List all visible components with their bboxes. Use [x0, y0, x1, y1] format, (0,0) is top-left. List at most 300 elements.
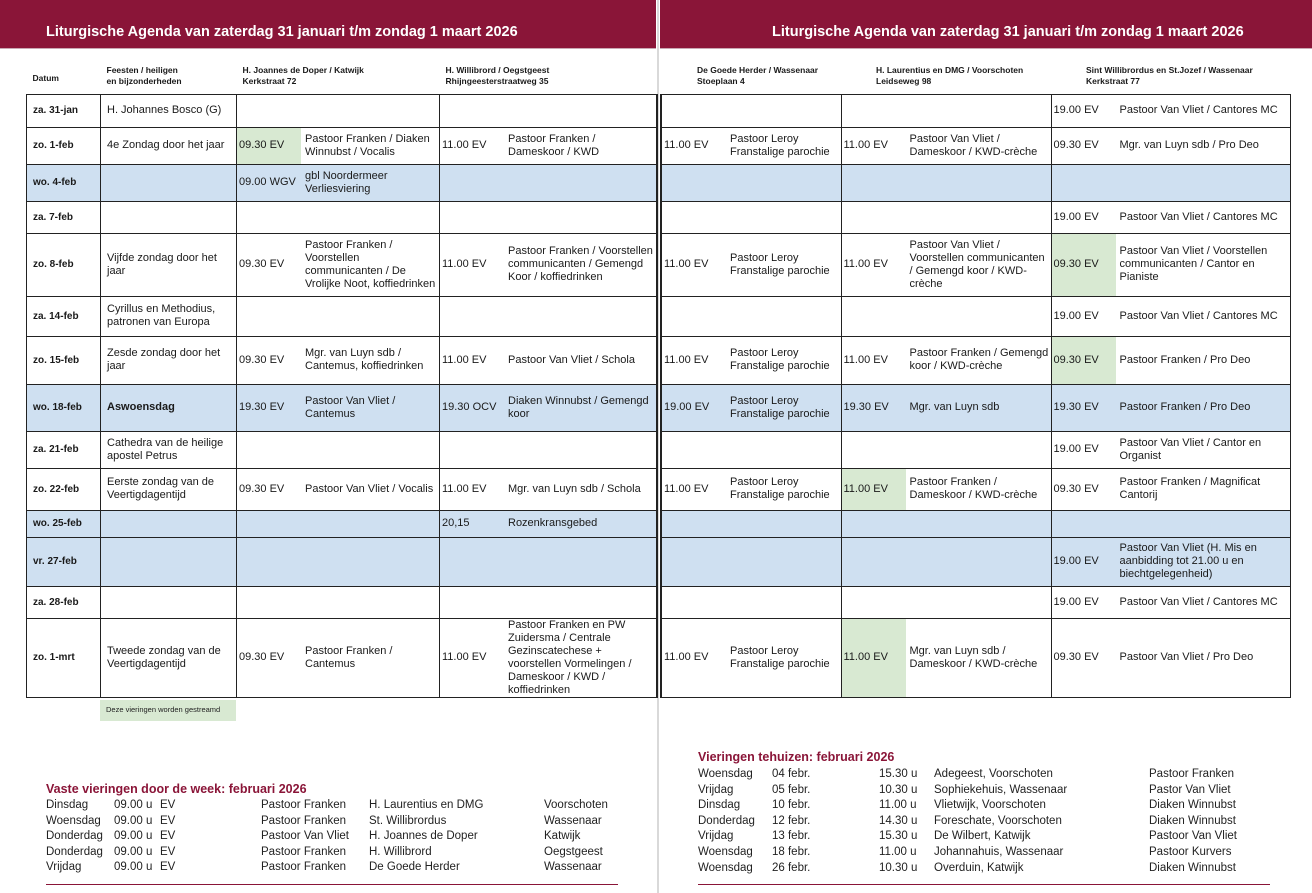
service-description: gbl Noordermeer Verliesviering	[305, 169, 388, 195]
date-cell: zo. 8-feb	[27, 233, 101, 296]
table-row	[27, 384, 657, 431]
weekly-day: Donderdag	[46, 845, 103, 858]
service-description: Pastoor Van Vliet / Cantemus	[305, 394, 396, 420]
service-cell-sw	[1051, 233, 1290, 296]
service-description: Mgr. van Luyn sdb / Cantemus, koffiedrinken	[305, 347, 424, 372]
service-time: 09.30 EV	[1053, 482, 1099, 495]
weekly-priest: Pastoor Franken	[261, 845, 347, 858]
service-time: 19.00 EV	[1053, 210, 1099, 223]
service-cell-jd	[237, 164, 440, 201]
weekly-place: Oegstgeest	[544, 845, 603, 858]
service-description	[1116, 511, 1290, 537]
service-time: 19.30 EV	[1053, 401, 1099, 413]
table-row	[27, 94, 657, 127]
home-date: 12 febr.	[772, 814, 811, 827]
service-description	[726, 511, 841, 537]
service-cell-jd	[237, 296, 440, 336]
service-cell-la	[841, 384, 1051, 431]
home-date: 13 febr.	[772, 830, 811, 843]
weekly-church: H. Joannes de Doper	[369, 830, 478, 843]
home-time: 15.30 u	[879, 768, 918, 780]
service-time	[237, 432, 301, 468]
service-description: Mgr. van Luyn sdb / Pro Deo	[1119, 139, 1259, 151]
service-time	[237, 538, 301, 586]
weekly-church: St. Willibrordus	[369, 814, 447, 827]
service-time: 11.00 EV	[442, 139, 487, 151]
home-row	[698, 768, 1278, 784]
weekly-row	[46, 830, 626, 846]
service-time	[440, 538, 504, 586]
weekly-type: EV	[160, 799, 176, 811]
service-cell-la	[841, 164, 1051, 201]
table-row	[661, 618, 1290, 697]
service-description	[726, 202, 841, 233]
service-time	[842, 297, 906, 336]
service-description: Pastoor Van Vliet / Voorstellen communicanten / Gemengd koor / KWD-crèche	[909, 238, 1045, 290]
service-cell-la	[841, 468, 1051, 510]
column-header-laurentius: H. Laurentius en DMG / Voorschoten Leidseweg 98	[876, 65, 1024, 86]
weekly-priest: Pastoor Van Vliet	[261, 830, 350, 843]
service-description: Pastoor Van Vliet / Cantores MC	[1119, 104, 1278, 116]
service-cell-jd	[237, 468, 440, 510]
service-cell-la	[841, 431, 1051, 468]
service-description: Pastoor Van Vliet / Cantores MC	[1119, 210, 1278, 223]
service-time: 19.00 EV	[664, 401, 710, 413]
service-description	[726, 432, 841, 468]
service-time: 19.30 EV	[843, 401, 889, 413]
table-row	[27, 233, 657, 296]
service-time: 11.00 EV	[842, 619, 906, 697]
table-row	[27, 127, 657, 164]
service-time	[1052, 511, 1116, 537]
service-description	[504, 165, 656, 201]
service-description	[906, 95, 1051, 127]
service-description	[301, 95, 439, 127]
service-cell-la	[841, 94, 1051, 127]
table-row	[27, 164, 657, 201]
service-description: Pastoor Van Vliet / Voorstellen communicanten / Cantor en Pianiste	[1119, 245, 1268, 283]
home-date: 05 febr.	[772, 783, 811, 796]
service-time: 20,15	[442, 517, 470, 529]
service-cell-jd	[237, 510, 440, 537]
service-description: Pastoor Franken / Cantemus	[305, 644, 393, 670]
service-description: Mgr. van Luyn sdb	[909, 401, 1000, 413]
service-time	[440, 432, 504, 468]
service-cell-wo	[440, 431, 657, 468]
service-cell-gh	[661, 431, 841, 468]
service-time: 11.00 EV	[664, 482, 709, 495]
service-cell-gh	[661, 296, 841, 336]
service-description	[726, 297, 841, 336]
table-row	[661, 94, 1290, 127]
feast-cell	[101, 537, 237, 586]
column-header-sint-willibrordus: Sint Willibrordus en St.Jozef / Wassenaar Kerkstraat 77	[1086, 65, 1253, 86]
feast-cell: Cyrillus en Methodius, patronen van Europa	[101, 296, 237, 336]
service-description: Pastoor Leroy Franstalige parochie	[730, 476, 830, 501]
service-cell-wo	[440, 618, 657, 697]
service-description	[301, 297, 439, 336]
service-description: Pastoor Leroy Franstalige parochie	[730, 251, 830, 277]
weekly-priest: Pastoor Franken	[261, 861, 347, 874]
table-row	[661, 537, 1290, 586]
date-cell: zo. 1-mrt	[27, 618, 101, 697]
home-location: Adegeest, Voorschoten	[934, 768, 1053, 780]
service-description: Pastoor Franken / Voorstellen communicanten / De Vrolijke Noot, koffiedrinken	[305, 238, 436, 290]
service-time	[842, 202, 906, 233]
service-time: 09.30 EV	[1052, 337, 1116, 384]
feast-cell: Cathedra van de heilige apostel Petrus	[101, 431, 237, 468]
service-time: 09.30 EV	[1052, 234, 1116, 296]
home-location: Sophiekehuis, Wassenaar	[934, 783, 1068, 796]
service-time: 09.30 EV	[239, 353, 285, 366]
service-time: 09.30 EV	[237, 128, 301, 164]
feast-cell	[101, 164, 237, 201]
table-row	[27, 201, 657, 233]
date-cell: za. 31-jan	[27, 94, 101, 127]
service-cell-wo	[440, 127, 657, 164]
home-time: 15.30 u	[879, 830, 918, 843]
service-description: Pastoor Franken / Dameskoor / KWD	[508, 132, 600, 158]
service-cell-wo	[440, 94, 657, 127]
weekly-type: EV	[160, 830, 176, 843]
service-cell-jd	[237, 201, 440, 233]
service-description: Pastoor Franken / Pro Deo	[1119, 353, 1251, 366]
date-cell: zo. 1-feb	[27, 127, 101, 164]
service-time: 09.00 WGV	[239, 176, 296, 188]
home-time: 14.30 u	[879, 814, 918, 827]
home-day: Donderdag	[698, 814, 755, 827]
service-time: 11.00 EV	[843, 258, 888, 270]
service-cell-wo	[440, 537, 657, 586]
service-description: Pastoor Franken / Magnificat Cantorij	[1119, 476, 1261, 501]
agenda-table-right	[660, 60, 1291, 698]
weekly-place: Katwijk	[544, 830, 581, 843]
service-description	[906, 432, 1051, 468]
service-description: Pastoor Van Vliet / Cantores MC	[1119, 309, 1278, 322]
feast-cell	[101, 510, 237, 537]
table-row	[661, 164, 1290, 201]
table-row	[661, 586, 1290, 618]
home-time: 11.00 u	[879, 846, 917, 858]
service-time: 11.00 EV	[442, 651, 487, 663]
service-time: 09.30 EV	[239, 258, 285, 270]
service-time	[662, 202, 726, 233]
header-rule-left	[0, 48, 656, 49]
table-row	[661, 336, 1290, 384]
feast-cell: Tweede zondag van de Veertigdagentijd	[101, 618, 237, 697]
service-cell-gh	[661, 164, 841, 201]
service-description	[726, 165, 841, 201]
table-row	[27, 336, 657, 384]
service-cell-sw	[1051, 296, 1290, 336]
service-cell-gh	[661, 336, 841, 384]
service-description: Mgr. van Luyn sdb / Dameskoor / KWD-crèche	[909, 644, 1038, 670]
service-description: Rozenkransgebed	[508, 517, 598, 529]
weekly-day: Woensdag	[46, 814, 101, 827]
service-time	[440, 95, 504, 127]
service-cell-jd	[237, 537, 440, 586]
service-description: Pastoor Franken / Dameskoor / KWD-crèche	[909, 476, 1038, 501]
service-description: Pastoor Van Vliet / Pro Deo	[1119, 651, 1254, 663]
streamed-legend: Deze vieringen worden gestreamd	[100, 700, 236, 721]
home-location: De Wilbert, Katwijk	[934, 830, 1031, 843]
home-date: 04 febr.	[772, 768, 811, 780]
service-time: 09.30 EV	[239, 651, 285, 663]
service-description	[906, 297, 1051, 336]
service-description: Pastoor Van Vliet / Cantores MC	[1119, 595, 1278, 608]
weekly-priest: Pastoor Franken	[261, 814, 347, 827]
service-cell-gh	[661, 384, 841, 431]
service-time	[662, 511, 726, 537]
service-time	[842, 95, 906, 127]
home-date: 26 febr.	[772, 861, 811, 874]
column-header-date: Datum	[32, 73, 59, 83]
service-cell-sw	[1051, 94, 1290, 127]
home-date: 10 febr.	[772, 799, 811, 812]
service-cell-gh	[661, 618, 841, 697]
service-time: 19.00 EV	[1053, 104, 1099, 116]
service-time	[440, 297, 504, 336]
service-time: 19.00 EV	[1053, 309, 1099, 322]
service-time	[662, 538, 726, 586]
home-time: 10.30 u	[879, 783, 918, 796]
service-time: 19.30 EV	[239, 401, 285, 413]
home-row	[698, 784, 1278, 800]
service-description	[301, 511, 439, 537]
service-cell-la	[841, 336, 1051, 384]
service-cell-la	[841, 296, 1051, 336]
service-description: Pastoor Franken en PW Zuidersma / Centrale Gezinscatechese + voorstellen Vormelingen / Dameskoor / KWD / koffiedrinken	[508, 618, 632, 696]
service-cell-wo	[440, 586, 657, 618]
home-priest: Pastoor Kurvers	[1149, 846, 1232, 858]
weekly-type: EV	[160, 814, 176, 827]
weekly-row	[46, 861, 626, 877]
service-cell-sw	[1051, 164, 1290, 201]
service-cell-jd	[237, 618, 440, 697]
service-description: Pastoor Franken / Gemengd koor / KWD-crèche	[909, 347, 1049, 372]
home-row	[698, 799, 1278, 815]
service-time	[662, 297, 726, 336]
home-location: Foreschate, Voorschoten	[934, 814, 1062, 827]
service-description: Pastoor Van Vliet / Dameskoor / KWD-crèche	[909, 132, 1038, 158]
service-time	[440, 587, 504, 618]
home-day: Vrijdag	[698, 830, 734, 843]
service-time: 09.30 EV	[239, 482, 285, 495]
service-description: Pastoor Franken / Diaken Winnubst / Vocalis	[305, 132, 430, 158]
service-time: 11.00 EV	[442, 258, 487, 270]
service-cell-gh	[661, 201, 841, 233]
table-row	[27, 510, 657, 537]
home-priest: Diaken Winnubst	[1149, 814, 1236, 827]
service-time: 11.00 EV	[843, 139, 888, 151]
service-time	[842, 587, 906, 618]
service-time	[237, 202, 301, 233]
weekly-row	[46, 815, 626, 831]
service-description	[1116, 165, 1290, 201]
date-cell: za. 28-feb	[27, 586, 101, 618]
service-time	[662, 165, 726, 201]
column-header-goede-herder: De Goede Herder / Wassenaar Stoeplaan 4	[697, 65, 819, 86]
table-row	[661, 296, 1290, 336]
table-header-row	[27, 60, 657, 94]
service-description: Pastoor Franken / Voorstellen communicanten / Gemengd Koor / koffiedrinken	[508, 245, 653, 283]
service-cell-jd	[237, 233, 440, 296]
home-day: Woensdag	[698, 846, 753, 858]
weekly-time: 09.00 u	[114, 830, 153, 843]
home-row	[698, 815, 1278, 831]
weekly-day: Vrijdag	[46, 861, 82, 874]
home-day: Dinsdag	[698, 799, 741, 812]
weekly-time: 09.00 u	[114, 861, 153, 874]
service-cell-wo	[440, 233, 657, 296]
table-row	[661, 431, 1290, 468]
home-date: 18 febr.	[772, 846, 811, 858]
weekly-rule	[46, 884, 618, 885]
weekly-time: 09.00 u	[114, 814, 153, 827]
service-cell-la	[841, 233, 1051, 296]
service-time	[842, 165, 906, 201]
service-description: Pastoor Leroy Franstalige parochie	[730, 132, 830, 158]
weekly-time: 09.00 u	[114, 845, 153, 858]
service-cell-sw	[1051, 468, 1290, 510]
service-time	[842, 432, 906, 468]
date-cell: za. 7-feb	[27, 201, 101, 233]
service-cell-sw	[1051, 384, 1290, 431]
home-row	[698, 830, 1278, 846]
table-row	[661, 510, 1290, 537]
weekly-time: 09.00 u	[114, 799, 153, 811]
service-description: Pastoor Leroy Franstalige parochie	[730, 394, 830, 420]
service-time: 19.00 EV	[1053, 555, 1099, 567]
service-time	[237, 511, 301, 537]
date-cell: wo. 4-feb	[27, 164, 101, 201]
home-day: Woensdag	[698, 861, 753, 874]
table-row	[27, 618, 657, 697]
feast-cell	[101, 201, 237, 233]
home-row	[698, 862, 1278, 878]
service-time	[842, 511, 906, 537]
service-time: 19.30 OCV	[442, 401, 497, 413]
weekly-church: H. Laurentius en DMG	[369, 799, 484, 811]
table-row	[27, 431, 657, 468]
service-cell-jd	[237, 336, 440, 384]
service-time: 09.30 EV	[1053, 651, 1099, 663]
date-cell: wo. 25-feb	[27, 510, 101, 537]
service-description	[504, 538, 656, 586]
service-time: 11.00 EV	[842, 469, 906, 510]
service-cell-wo	[440, 510, 657, 537]
service-description	[301, 538, 439, 586]
home-location: Johannahuis, Wassenaar	[934, 846, 1064, 858]
service-description	[301, 202, 439, 233]
service-cell-jd	[237, 384, 440, 431]
service-cell-gh	[661, 468, 841, 510]
date-cell: zo. 22-feb	[27, 468, 101, 510]
home-priest: Pastor Van Vliet	[1149, 783, 1231, 796]
service-cell-gh	[661, 233, 841, 296]
service-cell-wo	[440, 384, 657, 431]
service-time: 09.30 EV	[1053, 139, 1099, 151]
weekly-type: EV	[160, 861, 176, 874]
table-row	[27, 296, 657, 336]
weekly-type: EV	[160, 845, 176, 858]
service-cell-la	[841, 586, 1051, 618]
service-description	[504, 587, 656, 618]
service-description	[726, 538, 841, 586]
feast-cell: 4e Zondag door het jaar	[101, 127, 237, 164]
service-description: Pastoor Van Vliet / Vocalis	[305, 482, 434, 495]
table-row	[661, 233, 1290, 296]
weekly-priest: Pastoor Franken	[261, 799, 347, 811]
table-row	[661, 201, 1290, 233]
service-description: Mgr. van Luyn sdb / Schola	[508, 482, 641, 495]
home-location: Vlietwijk, Voorschoten	[934, 799, 1046, 812]
service-cell-jd	[237, 431, 440, 468]
date-cell: za. 14-feb	[27, 296, 101, 336]
home-row	[698, 846, 1278, 862]
service-time	[237, 587, 301, 618]
column-header-feasts: Feesten / heiligen en bijzonderheden	[106, 65, 182, 86]
service-time: 19.00 EV	[1053, 443, 1099, 455]
service-time	[440, 165, 504, 201]
weekly-row	[46, 799, 626, 815]
table-row	[661, 384, 1290, 431]
service-cell-la	[841, 618, 1051, 697]
service-cell-sw	[1051, 127, 1290, 164]
service-description	[726, 95, 841, 127]
home-priest: Pastoor Franken	[1149, 768, 1235, 780]
service-time	[842, 538, 906, 586]
column-header-joannes: H. Joannes de Doper / Katwijk Kerkstraat 72	[242, 65, 364, 86]
homes-title: Vieringen tehuizen: februari 2026	[698, 750, 895, 764]
service-cell-sw	[1051, 336, 1290, 384]
service-cell-la	[841, 537, 1051, 586]
service-description: Diaken Winnubst / Gemengd koor	[508, 394, 649, 420]
service-cell-sw	[1051, 618, 1290, 697]
service-cell-jd	[237, 586, 440, 618]
header-rule-right	[660, 48, 1312, 49]
service-cell-wo	[440, 201, 657, 233]
date-cell: za. 21-feb	[27, 431, 101, 468]
weekly-day: Donderdag	[46, 830, 103, 843]
agenda-table-left	[26, 60, 658, 698]
weekly-church: De Goede Herder	[369, 861, 460, 874]
service-time: 19.00 EV	[1053, 595, 1099, 608]
service-cell-gh	[661, 586, 841, 618]
service-time: 11.00 EV	[664, 353, 709, 366]
table-row	[27, 537, 657, 586]
service-description	[906, 165, 1051, 201]
service-cell-wo	[440, 468, 657, 510]
service-description	[504, 202, 656, 233]
service-cell-wo	[440, 296, 657, 336]
service-cell-sw	[1051, 537, 1290, 586]
service-cell-gh	[661, 127, 841, 164]
service-time: 11.00 EV	[664, 651, 709, 663]
service-time	[440, 202, 504, 233]
feast-cell: H. Johannes Bosco (G)	[101, 94, 237, 127]
weekly-row	[46, 846, 626, 862]
service-description	[504, 95, 656, 127]
service-cell-gh	[661, 537, 841, 586]
service-description	[906, 202, 1051, 233]
service-cell-sw	[1051, 586, 1290, 618]
service-time: 11.00 EV	[664, 258, 709, 270]
home-day: Vrijdag	[698, 783, 734, 796]
service-cell-la	[841, 127, 1051, 164]
home-priest: Diaken Winnubst	[1149, 799, 1236, 812]
service-cell-wo	[440, 164, 657, 201]
